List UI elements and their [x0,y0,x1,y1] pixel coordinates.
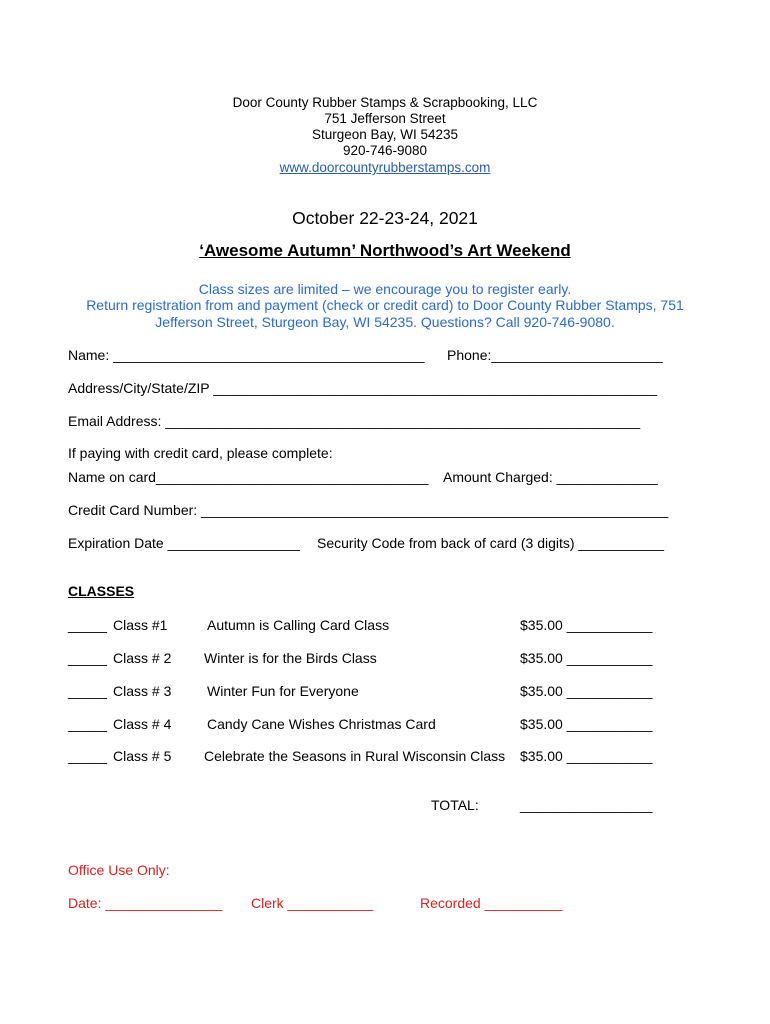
amount-charged-field[interactable]: Amount Charged: _____________ [443,469,658,485]
classes-heading: CLASSES [68,583,135,599]
class-number: Class # 4 [113,716,172,732]
class-price[interactable]: $35.00 ___________ [520,617,653,633]
class-name: Winter Fun for Everyone [207,683,359,699]
security-code-field[interactable]: Security Code from back of card (3 digits) ___________ [317,535,665,551]
class-price[interactable]: $35.00 ___________ [520,650,653,666]
total-field[interactable]: _________________ [520,797,653,813]
business-street: 751 Jefferson Street [324,111,446,126]
class-select-blank[interactable]: _____ [68,748,107,764]
class-price[interactable]: $35.00 ___________ [520,748,653,764]
email-field[interactable]: Email Address: _____________________________________________________________ [68,413,641,429]
credit-card-intro: If paying with credit card, please complete: [68,445,333,461]
business-city-state-zip: Sturgeon Bay, WI 54235 [311,127,459,142]
event-dates: October 22-23-24, 2021 [292,208,478,228]
phone-field[interactable]: Phone:______________________ [447,347,663,363]
notice-line-3: Jefferson Street, Sturgeon Bay, WI 54235. Questions? Call 920-746-9080. [155,314,615,330]
class-number: Class # 3 [113,683,172,699]
event-title: ‘Awesome Autumn’ Northwood’s Art Weekend [199,241,571,260]
expiration-field[interactable]: Expiration Date _________________ [68,535,300,551]
class-price[interactable]: $35.00 ___________ [520,683,653,699]
business-name: Door County Rubber Stamps & Scrapbooking, LLC [232,95,538,110]
class-select-blank[interactable]: _____ [68,650,107,666]
total-label: TOTAL: [431,797,479,813]
event-title-row [0,241,770,261]
notice-line-1: Class sizes are limited – we encourage you to register early. [198,281,572,297]
card-number-field[interactable]: Credit Card Number: ____________________________________________________________ [68,502,669,518]
office-recorded-field[interactable]: Recorded __________ [420,895,563,911]
office-clerk-field[interactable]: Clerk ___________ [251,895,374,911]
class-name: Candy Cane Wishes Christmas Card [207,716,436,732]
class-select-blank[interactable]: _____ [68,617,107,633]
office-date-field[interactable]: Date: _______________ [68,895,223,911]
address-field[interactable]: Address/City/State/ZIP _________________________________________________________ [68,380,658,396]
class-select-blank[interactable]: _____ [68,683,107,699]
class-number: Class # 5 [113,748,172,764]
name-field[interactable]: Name: ________________________________________ [68,347,425,363]
class-name: Autumn is Calling Card Class [207,617,390,633]
class-number: Class # 2 [113,650,172,666]
class-select-blank[interactable]: _____ [68,716,107,732]
office-use-heading: Office Use Only: [68,862,170,878]
website-row [0,160,770,176]
business-phone: 920-746-9080 [342,143,428,158]
class-name: Celebrate the Seasons in Rural Wisconsin Class [204,748,506,764]
class-price[interactable]: $35.00 ___________ [520,716,653,732]
notice-line-2: Return registration from and payment (check or credit card) to Door County Rubber Stamps, 751 [86,297,684,313]
class-number: Class #1 [113,617,168,633]
class-name: Winter is for the Birds Class [204,650,377,666]
name-on-card-field[interactable]: Name on card___________________________________ [68,469,429,485]
website-link[interactable]: www.doorcountyrubberstamps.com [279,160,491,175]
